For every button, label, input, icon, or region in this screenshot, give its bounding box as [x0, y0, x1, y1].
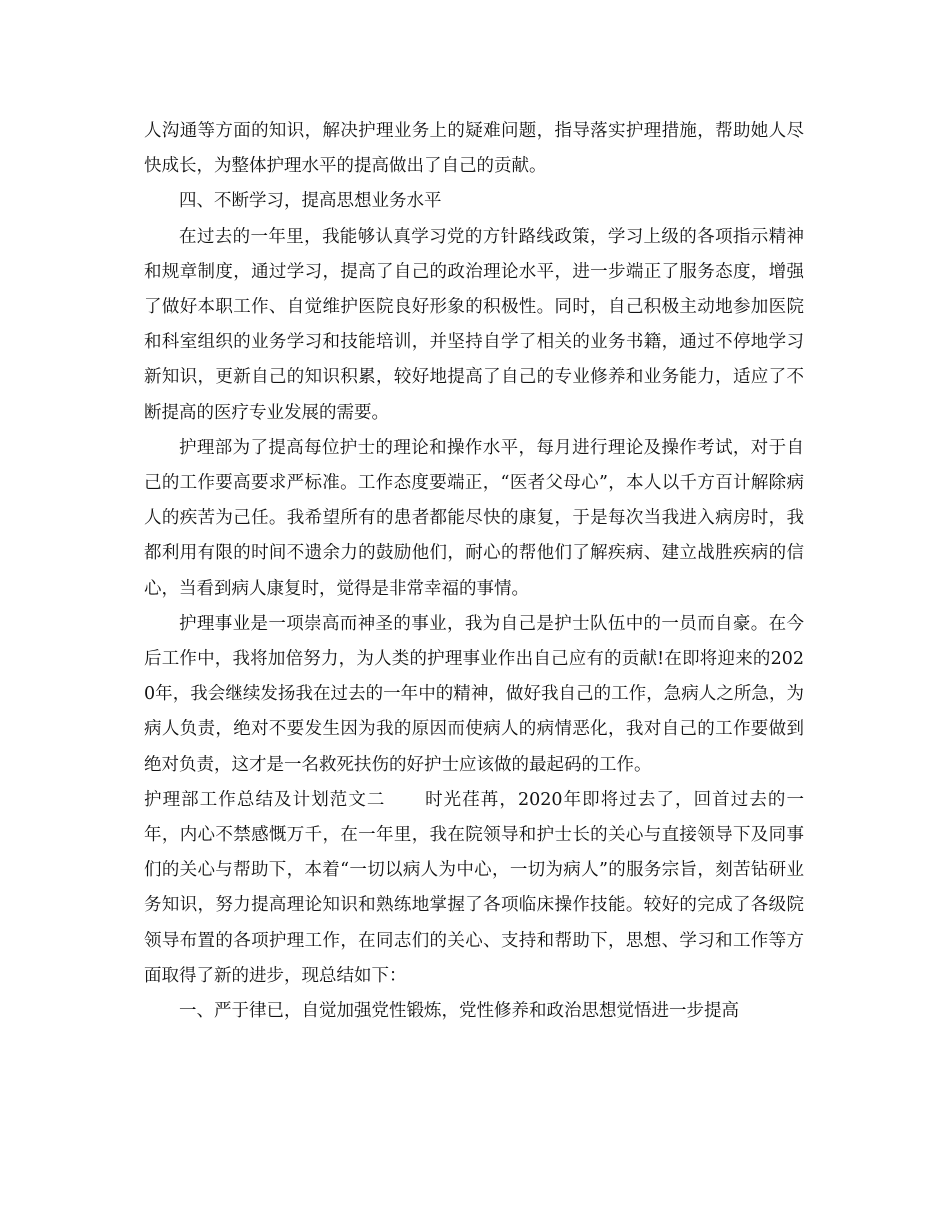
- paragraph-section-two: [144, 783, 804, 994]
- paragraph-nursing-department: 护理部为了提高每位护士的理论和操作水平，每月进行理论及操作考试，对于自己的工作要高要求严标准。工作态度要端正，“医者父母心”，本人以千方百计解除病人的疾苦为己任。我希望所有的患者都能尽快的康复，于是每次当我进入病房时，我都利用有限的时间不遗余力的鼓励他们，耐心的帮他们了解疾病、建立战胜疾病的信心，当看到病人康复时，觉得是非常幸福的事情。: [144, 437, 804, 599]
- section-title: 护理部工作总结及计划范文二: [144, 789, 386, 810]
- section-intro: 时光荏苒，2020年即将过去了，回首过去的一年，内心不禁感慨万千，在一年里，我在院领导和护士长的关心与直接领导下及同事们的关心与帮助下，本着“一切以病人为中心，一切为病人”的服务宗旨，刻苦钻研业务知识，努力提高理论知识和熟练地掌握了各项临床操作技能。较好的完成了各级院领导布置的各项护理工作，在同志们的关心、支持和帮助下，思想、学习和工作等方面取得了新的进步，现总结如下：: [144, 789, 804, 986]
- section-heading-study: 四、不断学习，提高思想业务水平: [179, 191, 442, 212]
- paragraph-continuation: 人沟通等方面的知识，解决护理业务上的疑难问题，指导落实护理措施，帮助她人尽快成长，为整体护理水平的提高做出了自己的贡献。: [144, 121, 804, 177]
- paragraph-study: 在过去的一年里，我能够认真学习党的方针路线政策，学习上级的各项指示精神和规章制度，通过学习，提高了自己的政治理论水平，进一步端正了服务态度，增强了做好本职工作、自觉维护医院良好形象的积极性。同时，自己积极主动地参加医院和科室组织的业务学习和技能培训，并坚持自学了相关的业务书籍，通过不停地学习新知识，更新自己的知识积累，较好地提高了自己的专业修养和业务能力，适应了不断提高的医疗专业发展的需要。: [144, 226, 804, 423]
- paragraph-nursing-career: 护理事业是一项崇高而神圣的事业，我为自己是护士队伍中的一员而自豪。在今后工作中，我将加倍努力，为人类的护理事业作出自己应有的贡献!在即将迎来的2020年，我会继续发扬我在过去的一年中的精神，做好我自己的工作，急病人之所急，为病人负责，绝对不要发生因为我的原因而使病人的病情恶化，我对自己的工作要做到绝对负责，这才是一名救死扶伤的好护士应该做的最起码的工作。: [144, 613, 804, 775]
- heading-discipline: 一、严于律已，自觉加强党性锻炼，党性修养和政治思想觉悟进一步提高: [179, 1001, 739, 1022]
- document-body: [144, 114, 804, 1029]
